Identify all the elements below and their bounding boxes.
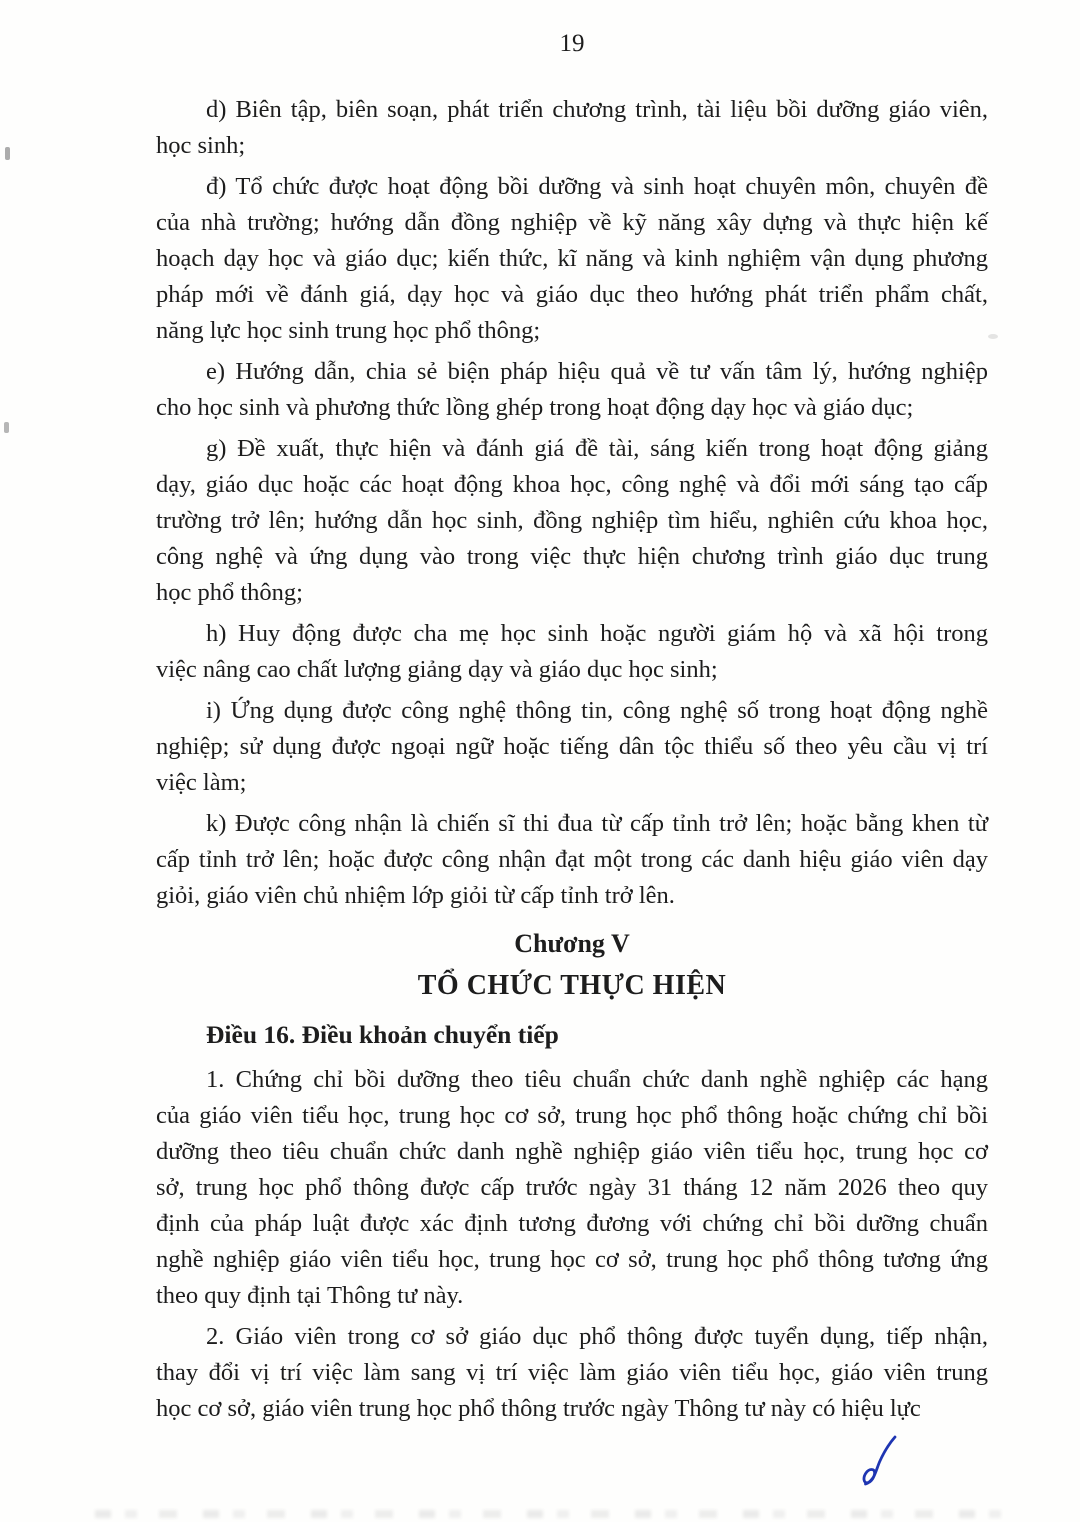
text-line: nghề nghiệp giáo viên tiểu học, trung học cơ sở, trung học phổ thông tương ứng <box>156 1246 988 1273</box>
text-line: k) Được công nhận là chiến sĩ thi đua từ cấp tỉnh trở lên; hoặc bằng khen từ <box>206 810 988 837</box>
article-16-heading: Điều 16. Điều khoản chuyển tiếp <box>206 1020 559 1049</box>
text-line: giỏi, giáo viên chủ nhiệm lớp giỏi từ cấp tỉnh trở lên. <box>156 882 675 909</box>
text-line: e) Hướng dẫn, chia sẻ biện pháp hiệu quả về tư vấn tâm lý, hướng nghiệp <box>206 358 988 385</box>
scan-speck <box>5 147 10 160</box>
text-line: sở, trung học phổ thông được cấp trước ngày 31 tháng 12 năm 2026 theo quy <box>156 1174 988 1201</box>
text-line: d) Biên tập, biên soạn, phát triển chương trình, tài liệu bồi dưỡng giáo viên, <box>206 96 988 123</box>
paragraph-point-d <box>156 92 988 164</box>
scan-speck <box>4 422 9 433</box>
signature-initial-ink <box>852 1432 904 1490</box>
paragraph-point-k <box>156 806 988 914</box>
next-page-line-cutoff <box>95 1510 1010 1518</box>
text-line: g) Đề xuất, thực hiện và đánh giá đề tài, sáng kiến trong hoạt động giảng <box>206 435 988 462</box>
text-line: học phổ thông; <box>156 579 303 606</box>
text-line: của nhà trường; hướng dẫn đồng nghiệp về kỹ năng xây dựng và thực hiện kế <box>156 209 988 236</box>
text-line: nghiệp; sử dụng được ngoại ngữ hoặc tiếng dân tộc thiểu số theo yêu cầu vị trí <box>156 733 988 760</box>
paragraph-point-e <box>156 354 988 426</box>
text-line: việc nâng cao chất lượng giảng dạy và giáo dục học sinh; <box>156 656 718 683</box>
text-line: năng lực học sinh trung học phổ thông; <box>156 317 541 344</box>
text-line: học sinh; <box>156 132 246 159</box>
text-line: thay đổi vị trí việc làm sang vị trí việc làm giáo viên tiểu học, giáo viên trung <box>156 1359 988 1386</box>
text-line: 1. Chứng chỉ bồi dưỡng theo tiêu chuẩn chức danh nghề nghiệp các hạng <box>206 1066 988 1093</box>
paragraph-point-g <box>156 431 988 611</box>
paragraph-point-h <box>156 616 988 688</box>
text-line: học cơ sở, giáo viên trung học phổ thông trước ngày Thông tư này có hiệu lực <box>156 1395 921 1422</box>
document-body <box>156 92 988 1427</box>
text-line: pháp mới về đánh giá, dạy học và giáo dục theo hướng phát triển phẩm chất, <box>156 281 988 308</box>
text-line: công nghệ và ứng dụng vào trong việc thực hiện chương trình giáo dục trung <box>156 543 988 570</box>
chapter-heading: Chương V <box>514 929 630 958</box>
text-line: dưỡng theo tiêu chuẩn chức danh nghề nghiệp giáo viên tiểu học, trung học cơ <box>156 1138 988 1165</box>
text-line: dạy, giáo dục hoặc các hoạt động khoa học, công nghệ và đổi mới sáng tạo cấp <box>156 471 988 498</box>
text-line: việc làm; <box>156 769 247 796</box>
scan-speck <box>988 334 998 339</box>
text-line: i) Ứng dụng được công nghệ thông tin, công nghệ số trong hoạt động nghề <box>206 697 988 724</box>
signature-stroke <box>864 1437 895 1484</box>
text-line: theo quy định tại Thông tư này. <box>156 1282 464 1309</box>
text-line: định của pháp luật được xác định tương đương với chứng chỉ bồi dưỡng chuẩn <box>156 1210 988 1237</box>
chapter-title: TỔ CHỨC THỰC HIỆN <box>417 970 727 1001</box>
text-line: h) Huy động được cha mẹ học sinh hoặc người giám hộ và xã hội trong <box>206 620 988 647</box>
paragraph-clause-2 <box>156 1319 988 1427</box>
document-content <box>156 30 988 1432</box>
paragraph-clause-1 <box>156 1062 988 1314</box>
text-line: cấp tỉnh trở lên; hoặc được công nhận đạt một trong các danh hiệu giáo viên dạy <box>156 846 988 873</box>
page-number: 19 <box>559 30 585 57</box>
text-line: hoạch dạy học và giáo dục; kiến thức, kĩ năng và kinh nghiệm vận dụng phương <box>156 245 988 272</box>
text-line: của giáo viên tiểu học, trung học cơ sở, trung học phổ thông hoặc chứng chỉ bồi <box>156 1102 988 1129</box>
paragraph-point-i <box>156 693 988 801</box>
paragraph-point-dd <box>156 169 988 349</box>
text-line: cho học sinh và phương thức lồng ghép trong hoạt động dạy học và giáo dục; <box>156 394 914 421</box>
text-line: 2. Giáo viên trong cơ sở giáo dục phổ thông được tuyển dụng, tiếp nhận, <box>206 1323 988 1350</box>
text-line: trường trở lên; hướng dẫn học sinh, đồng nghiệp tìm hiểu, nghiên cứu khoa học, <box>156 507 988 534</box>
text-line: đ) Tổ chức được hoạt động bồi dưỡng và sinh hoạt chuyên môn, chuyên đề <box>206 173 988 200</box>
